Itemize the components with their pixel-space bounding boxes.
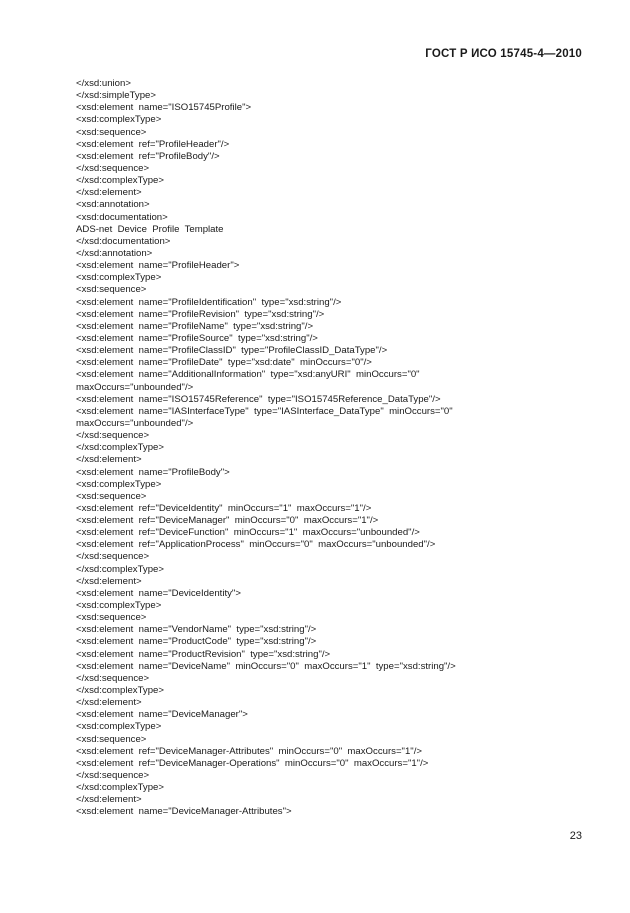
code-line: <xsd:complexType> bbox=[76, 600, 162, 612]
code-line: <xsd:element name="DeviceName" minOccurs="0" maxOccurs="1" type="xsd:string"/> bbox=[76, 660, 456, 672]
code-line: <xsd:element name="ProfileBody"> bbox=[76, 466, 230, 478]
code-line: <xsd:element name="ProfileDate" type="xsd:date" minOccurs="0"/> bbox=[76, 357, 372, 369]
code-line: <xsd:element name="ISO15745Profile"> bbox=[76, 102, 252, 114]
code-line: </xsd:complexType> bbox=[76, 685, 164, 697]
code-line: <xsd:element name="DeviceIdentity"> bbox=[76, 587, 241, 599]
code-line: <xsd:sequence> bbox=[76, 284, 147, 296]
code-line: <xsd:sequence> bbox=[76, 612, 147, 624]
code-line: <xsd:documentation> bbox=[76, 211, 168, 223]
code-line: </xsd:union> bbox=[76, 78, 131, 89]
code-line: </xsd:sequence> bbox=[76, 770, 150, 782]
code-line: </xsd:element> bbox=[76, 794, 142, 806]
code-line: </xsd:complexType> bbox=[76, 175, 164, 187]
code-line: <xsd:element name="ProfileHeader"> bbox=[76, 260, 240, 272]
code-line: </xsd:element> bbox=[76, 575, 142, 587]
code-line: </xsd:sequence> bbox=[76, 672, 150, 684]
code-line: </xsd:sequence> bbox=[76, 162, 150, 174]
code-line: <xsd:element name="IASInterfaceType" type="IASInterface_DataType" minOccurs="0" bbox=[76, 405, 453, 417]
code-line: <xsd:complexType> bbox=[76, 272, 162, 284]
code-line: <xsd:element name="ProductRevision" type="xsd:string"/> bbox=[76, 648, 331, 660]
standard-designation: ГОСТ Р ИСО 15745-4—2010 bbox=[425, 48, 582, 60]
code-line: <xsd:element ref="DeviceFunction" minOccurs="1" maxOccurs="unbounded"/> bbox=[76, 527, 420, 539]
code-line: <xsd:element name="DeviceManager"> bbox=[76, 709, 248, 721]
code-line: maxOccurs="unbounded"/> bbox=[76, 381, 194, 393]
code-line: <xsd:element name="DeviceManager-Attributes"> bbox=[76, 806, 292, 818]
code-line: </xsd:documentation> bbox=[76, 235, 171, 247]
page-number: 23 bbox=[569, 830, 582, 842]
code-line: <xsd:element name="ProfileClassID" type="ProfileClassID_DataType"/> bbox=[76, 345, 388, 357]
code-line: <xsd:complexType> bbox=[76, 114, 162, 126]
code-line: </xsd:complexType> bbox=[76, 442, 164, 454]
code-line: <xsd:element name="ProductCode" type="xsd:string"/> bbox=[76, 636, 317, 648]
code-line: <xsd:element ref="ApplicationProcess" minOccurs="0" maxOccurs="unbounded"/> bbox=[76, 539, 436, 551]
code-line: <xsd:element name="ProfileSource" type="xsd:string"/> bbox=[76, 332, 318, 344]
code-line: <xsd:complexType> bbox=[76, 721, 162, 733]
code-line: </xsd:sequence> bbox=[76, 551, 150, 563]
code-line: <xsd:element ref="ProfileBody"/> bbox=[76, 150, 220, 162]
code-line: <xsd:element ref="ProfileHeader"/> bbox=[76, 138, 230, 150]
code-line: maxOccurs="unbounded"/> bbox=[76, 417, 194, 429]
code-line: <xsd:element name="ISO15745Reference" type="ISO15745Reference_DataType"/> bbox=[76, 393, 441, 405]
code-line: <xsd:element name="ProfileName" type="xsd:string"/> bbox=[76, 320, 314, 332]
code-line: ADS-net Device Profile Template bbox=[76, 223, 224, 235]
code-line: </xsd:element> bbox=[76, 454, 142, 466]
code-line: <xsd:element ref="DeviceIdentity" minOccurs="1" maxOccurs="1"/> bbox=[76, 502, 372, 514]
code-line: <xsd:complexType> bbox=[76, 478, 162, 490]
code-line: </xsd:sequence> bbox=[76, 430, 150, 442]
code-line: </xsd:simpleType> bbox=[76, 90, 156, 102]
code-line: </xsd:element> bbox=[76, 187, 142, 199]
code-line: </xsd:annotation> bbox=[76, 247, 153, 259]
code-line: </xsd:element> bbox=[76, 697, 142, 709]
code-line: <xsd:annotation> bbox=[76, 199, 150, 211]
code-line: <xsd:element name="ProfileIdentification" type="xsd:string"/> bbox=[76, 296, 342, 308]
code-line: </xsd:complexType> bbox=[76, 563, 164, 575]
code-line: <xsd:element ref="DeviceManager-Operations" minOccurs="0" maxOccurs="1"/> bbox=[76, 757, 429, 769]
code-line: </xsd:complexType> bbox=[76, 782, 164, 794]
xsd-code-listing bbox=[76, 78, 456, 819]
code-line: <xsd:element name="AdditionalInformation" type="xsd:anyURI" minOccurs="0" bbox=[76, 369, 420, 381]
code-line: <xsd:sequence> bbox=[76, 126, 147, 138]
code-line: <xsd:element name="VendorName" type="xsd:string"/> bbox=[76, 624, 317, 636]
code-line: <xsd:element ref="DeviceManager" minOccurs="0" maxOccurs="1"/> bbox=[76, 515, 379, 527]
code-line: <xsd:element ref="DeviceManager-Attributes" minOccurs="0" maxOccurs="1"/> bbox=[76, 745, 422, 757]
code-line: <xsd:sequence> bbox=[76, 490, 147, 502]
code-line: <xsd:sequence> bbox=[76, 733, 147, 745]
code-line: <xsd:element name="ProfileRevision" type="xsd:string"/> bbox=[76, 308, 325, 320]
